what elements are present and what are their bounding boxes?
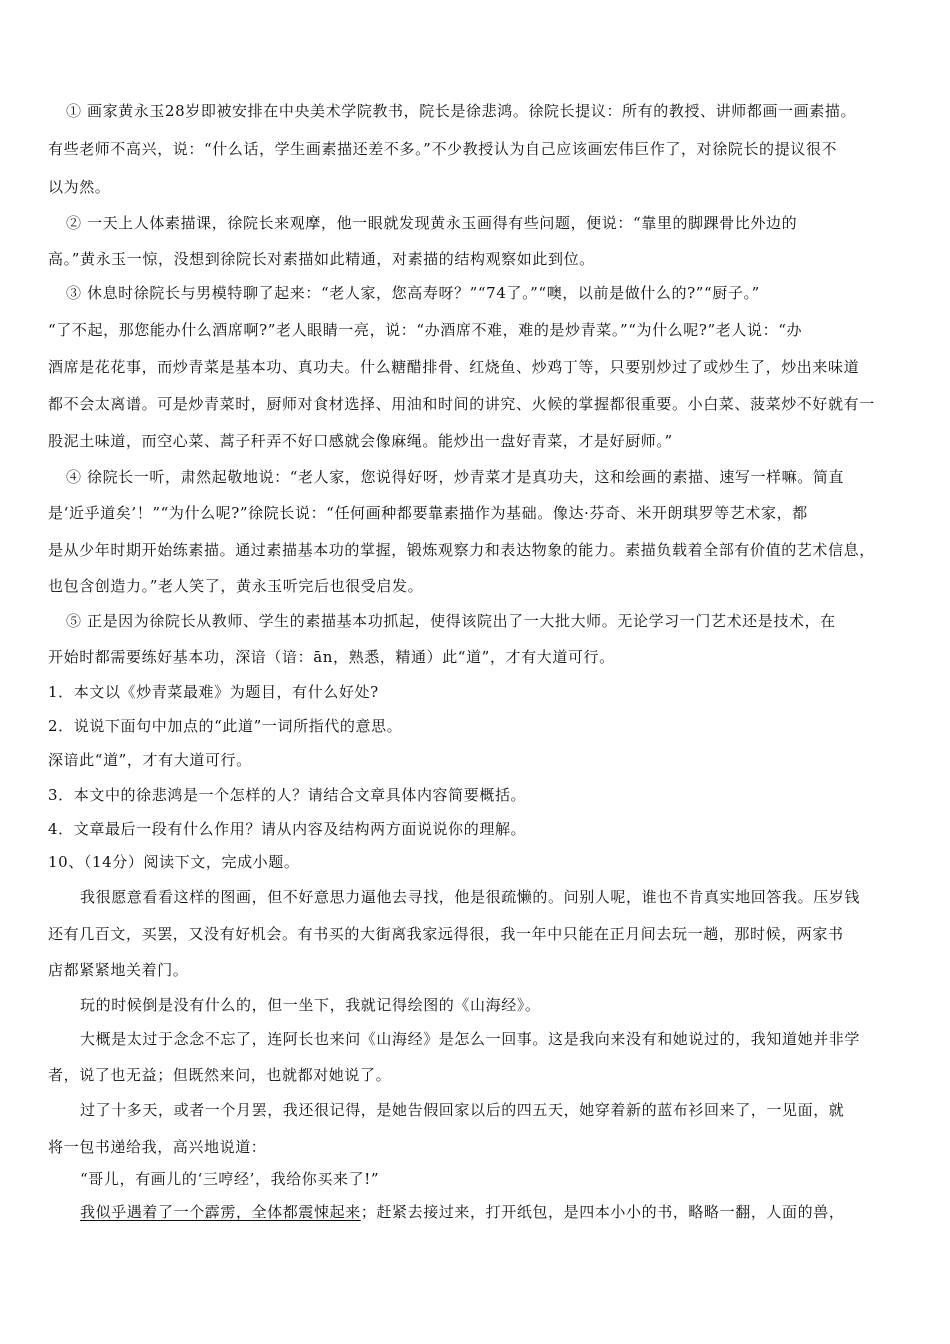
passage9-p4-line4: 也包含创造力。”老人笑了，黄永玉听完后也很受启发。: [48, 577, 424, 595]
passage9-p3-line5: 股泥土味道，而空心菜、蒿子秆弄不好口感就会像麻绳。能炒出一盘好青菜，才是好厨师。”: [48, 432, 673, 450]
passage9-p3-line4: 都不会太离谱。可是炒青菜时，厨师对食材选择、用油和时间的讲究、火候的掌握都很重要。小白菜、菠菜炒不好就有一: [48, 395, 875, 413]
q10-p1-line1: 我很愿意看看这样的图画，但不好意思力逼他去寻找，他是很疏懒的。问别人呢，谁也不肯真实地回答我。压岁钱: [80, 888, 861, 906]
question-2: 2．说说下面句中加点的“此道”一词所指代的意思。: [48, 717, 403, 735]
q10-p4-line1: 过了十多天，或者一个月罢，我还很记得，是她告假回家以后的四五天，她穿着新的蓝布衫回来了，一见面，就: [80, 1101, 845, 1119]
q10-p4-line2: 将一包书递给我，高兴地说道：: [48, 1138, 267, 1156]
q10-underlined-sentence: 我似乎遇着了一个霹雳，全体都震悚起来: [80, 1203, 361, 1221]
passage9-p3-line3: 酒席是花花事，而炒青菜是基本功、真功夫。什么糖醋排骨、红烧鱼、炒鸡丁等，只要别炒过了或炒生了，炒出来味道: [48, 358, 860, 376]
passage9-p4-line2: 是‘近乎道矣’！”“为什么呢?”徐院长说：“任何画种都要靠素描作为基础。像达·芬奇、米开朗琪罗等艺术家，都: [48, 504, 808, 522]
passage9-p2-line1: ② 一天上人体素描课，徐院长来观摩，他一眼就发现黄永玉画得有些问题，便说：“靠里的脚踝骨比外边的: [66, 214, 798, 232]
q10-p3-line2: 者，说了也无益；但既然来问，也就都对她说了。: [48, 1066, 392, 1084]
q10-p1-line2: 还有几百文，买罢，又没有好机会。有书买的大街离我家远得很，我一年中只能在正月间去玩一趟，那时候，两家书: [48, 925, 844, 943]
question-3: 3．本文中的徐悲鸿是一个怎样的人？请结合文章具体内容简要概括。: [48, 786, 527, 804]
question-10-header: 10、（14分）阅读下文，完成小题。: [48, 853, 300, 871]
passage9-p2-line2: 高。”黄永玉一惊，没想到徐院长对素描如此精通，对素描的结构观察如此到位。: [48, 250, 595, 268]
passage9-p4-line3: 是从少年时期开始练素描。通过素描基本功的掌握，锻炼观察力和表达物象的能力。素描负载着全部有价值的艺术信息，: [48, 541, 875, 559]
passage9-p5-line1: ⑤ 正是因为徐院长从教师、学生的素描基本功抓起，使得该院出了一大批大师。无论学习一门艺术还是技术，在: [66, 612, 836, 630]
q10-p3-line1: 大概是太过于念念不忘了，连阿长也来问《山海经》是怎么一回事。这是我向来没有和她说过的，我知道她并非学: [80, 1030, 861, 1048]
question-1: 1．本文以《炒青菜最难》为题目，有什么好处?: [48, 683, 379, 701]
passage9-p3-line2: “了不起，那您能办什么酒席啊?”老人眼睛一亮，说：“办酒席不难，难的是炒青菜。”“为什么呢?”老人说：“办: [48, 321, 803, 339]
passage9-p1-line3: 以为然。: [48, 178, 111, 196]
question-4: 4．文章最后一段有什么作用？请从内容及结构两方面说说你的理解。: [48, 820, 527, 838]
passage9-p5-line2: 开始时都需要练好基本功，深谙（谙：ān，熟悉，精通）此“道”，才有大道可行。: [48, 648, 615, 666]
q10-p5-quote: “哥儿，有画儿的‘三哼经’，我给你买来了!”: [80, 1170, 380, 1188]
passage9-p4-line1: ④ 徐院长一听，肃然起敬地说：“老人家，您说得好呀，炒青菜才是真功夫，这和绘画的素描、速写一样嘛。简直: [66, 468, 845, 486]
q10-p2: 玩的时候倒是没有什么的，但一坐下，我就记得绘图的《山海经》。: [80, 996, 541, 1014]
q10-p6-rest: ；赶紧去接过来，打开纸包，是四本小小的书，略略一翻，人面的兽，: [360, 1203, 845, 1221]
question-2-quote: 深谙此“道”，才有大道可行。: [48, 751, 252, 769]
passage9-p3-line1: ③ 休息时徐院长与男模特聊了起来：“老人家，您高寿呀？”“74了。”“噢，以前是做什么的?”“厨子。”: [66, 284, 760, 302]
q10-p6-line: [80, 1202, 844, 1222]
passage9-p1-line1: ① 画家黄永玉28岁即被安排在中央美术学院教书，院长是徐悲鸿。徐院长提议：所有的教授、讲师都画一画素描。: [66, 102, 857, 120]
passage9-p1-line2: 有些老师不高兴，说：“什么话，学生画素描还差不多。”不少教授认为自己应该画宏伟巨作了，对徐院长的提议很不: [48, 140, 838, 158]
q10-p1-line3: 店都紧紧地关着门。: [48, 961, 189, 979]
